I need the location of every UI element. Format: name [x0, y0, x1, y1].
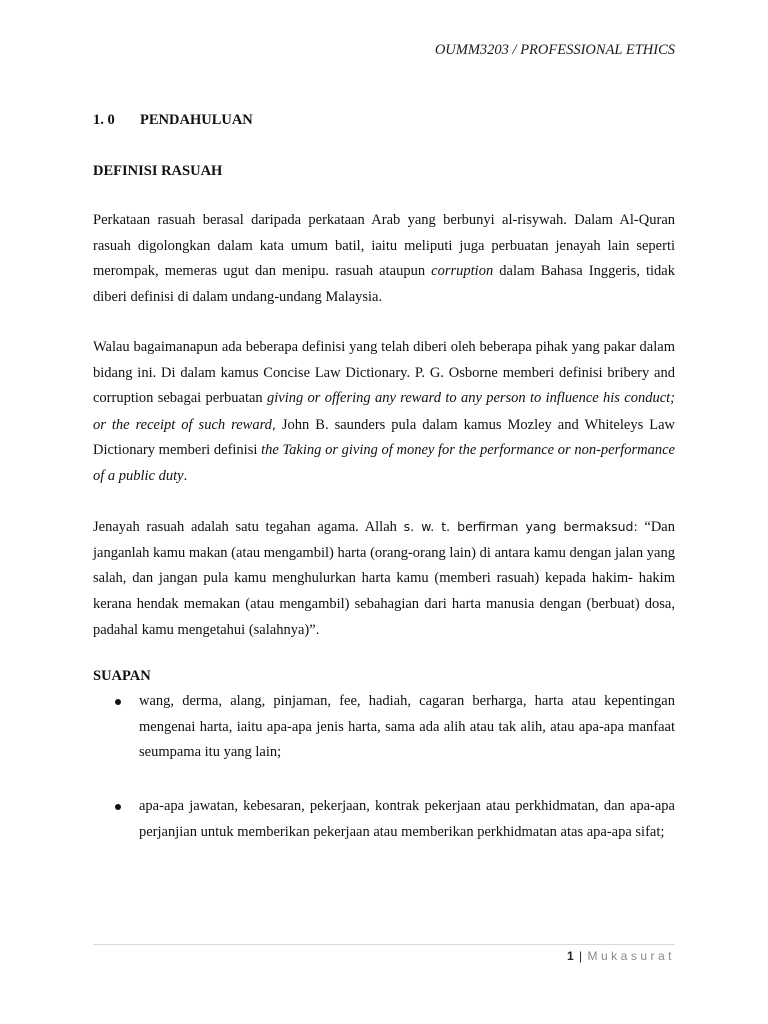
document-page [93, 0, 675, 1024]
p1-text-b: dalam Bahasa Inggeris, tidak diberi definisi di dalam undang-undang Malaysia. [93, 263, 675, 305]
section-title: PENDAHULUAN [140, 112, 253, 128]
definisi-heading: DEFINISI RASUAH [93, 163, 223, 179]
p1-text-a: Perkataan rasuah berasal daripada perkataan Arab yang berbunyi al-risywah. Dalam Al-Quran rasuah digolongkan dalam kata umum batil, iaitu meliputi juga perbuatan jenayah lain seperti merompak, memeras ugut dan menipu. rasuah ataupun [93, 212, 675, 279]
footer-separator: | [579, 949, 583, 963]
section-number: 1. 0 [93, 112, 115, 128]
p2-text-a: Walau bagaimanapun ada beberapa definisi yang telah diberi oleh beberapa pihak yang pakar dalam bidang ini. Di dalam kamus Concise Law Dictionary. P. G. Osborne memberi definisi bribery and corruption sebagai perbuatan [93, 339, 675, 406]
p1-italic: corruption [431, 263, 494, 279]
paragraph-definisi-2 [93, 335, 675, 489]
list-item [93, 689, 675, 766]
suapan-list [93, 689, 675, 766]
p3-end: . [315, 622, 320, 637]
p3-text-a: Jenayah rasuah adalah satu tegahan agama. Allah [93, 519, 404, 535]
p2-italic-2: the Taking or giving of money for the performance or non-performance of a public duty [93, 442, 675, 484]
p2-comma: , [271, 416, 276, 432]
paragraph-definisi-3 [93, 514, 675, 644]
footer-label: Mukasurat [587, 949, 675, 963]
list-item-text: apa-apa jawatan, kebesaran, pekerjaan, kontrak pekerjaan atau perkhidmatan, dan apa-apa perjanjian untuk memberikan pekerjaan atau memberikan perkhidmatan atas apa-apa sifat; [139, 798, 675, 840]
p3-sans: s. w. t. berfirman yang bermaksud: [403, 519, 638, 534]
running-header: OUMM3203 / PROFESSIONAL ETHICS [434, 42, 675, 58]
p3-text-b: “Dan janganlah kamu makan (atau mengambil) harta (orang-orang lain) di antara kamu dengan jalan yang salah, dan jangan pula kamu menghulurkan harta kamu (memberi rasuah) kepada hakim- hakim kerana hendak memakan (atau mengambil) sebahagian dari harta manusia dengan (berbuat) dosa, padahal kamu mengetahui (salahnya)” [93, 519, 675, 638]
page-footer [567, 949, 675, 963]
p2-end: . [183, 467, 188, 484]
list-item-text: wang, derma, alang, pinjaman, fee, hadiah, cagaran berharga, harta atau kepentingan mengenai harta, iaitu apa-apa jenis harta, sama ada alih atau tak alih, atau apa-apa manfaat seumpama itu yang lain; [139, 693, 675, 760]
section-heading [93, 112, 253, 129]
p2-italic-1: giving or offering any reward to any person to influence his conduct; or the receipt of such reward [93, 390, 675, 433]
page-number: 1 [566, 949, 574, 963]
suapan-list-2 [93, 794, 675, 845]
footer-divider [93, 944, 675, 945]
bullet-icon [115, 699, 121, 705]
suapan-heading: SUAPAN [93, 668, 151, 684]
list-item [93, 794, 675, 845]
paragraph-definisi-1 [93, 208, 675, 310]
p2-text-b: John B. saunders pula dalam kamus Mozley and Whiteleys Law Dictionary memberi definisi [93, 416, 675, 458]
bullet-icon [115, 804, 121, 810]
